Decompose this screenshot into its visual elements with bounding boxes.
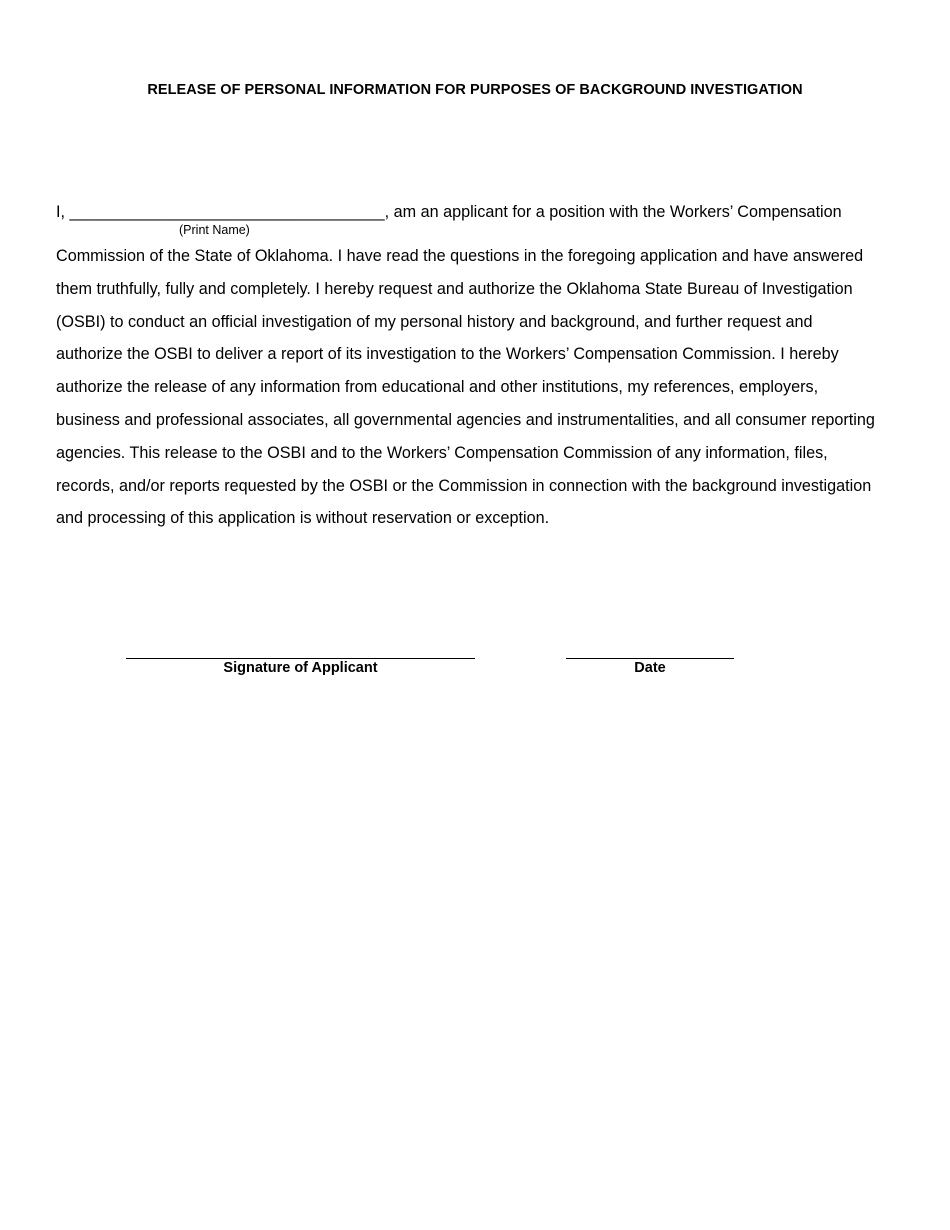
signature-line [126, 658, 475, 659]
document-title: RELEASE OF PERSONAL INFORMATION FOR PURPOSES OF BACKGROUND INVESTIGATION [147, 82, 803, 98]
paragraph-line: business and professional associates, all governmental agencies and instrumentalities, and all consumer reporting [56, 410, 875, 429]
date-label: Date [634, 660, 666, 676]
paragraph-line: records, and/or reports requested by the OSBI or the Commission in connection with the background investigation [56, 476, 872, 495]
paragraph-line: authorize the OSBI to deliver a report of its investigation to the Workers’ Compensation Commission. I hereby [56, 345, 839, 364]
date-line [566, 658, 734, 659]
paragraph-line: (OSBI) to conduct an official investigation of my personal history and background, and further request and [56, 312, 813, 331]
paragraph-line: authorize the release of any information from educational and other institutions, my references, employers, [56, 378, 819, 397]
paragraph-line: agencies. This release to the OSBI and to the Workers’ Compensation Commission of any information, files, [56, 443, 828, 462]
paragraph-line: them truthfully, fully and completely. I hereby request and authorize the Oklahoma State Bureau of Investigation [56, 279, 853, 298]
signature-label: Signature of Applicant [223, 660, 378, 676]
paragraph-line: and processing of this application is without reservation or exception. [56, 509, 550, 528]
print-name-caption: (Print Name) [179, 223, 250, 237]
applicant-name-line: I, ___________________________________, am an applicant for a position with the Workers’ Compensation [56, 203, 842, 221]
release-paragraph [56, 240, 936, 535]
paragraph-line: Commission of the State of Oklahoma. I have read the questions in the foregoing application and have answered [56, 247, 864, 265]
